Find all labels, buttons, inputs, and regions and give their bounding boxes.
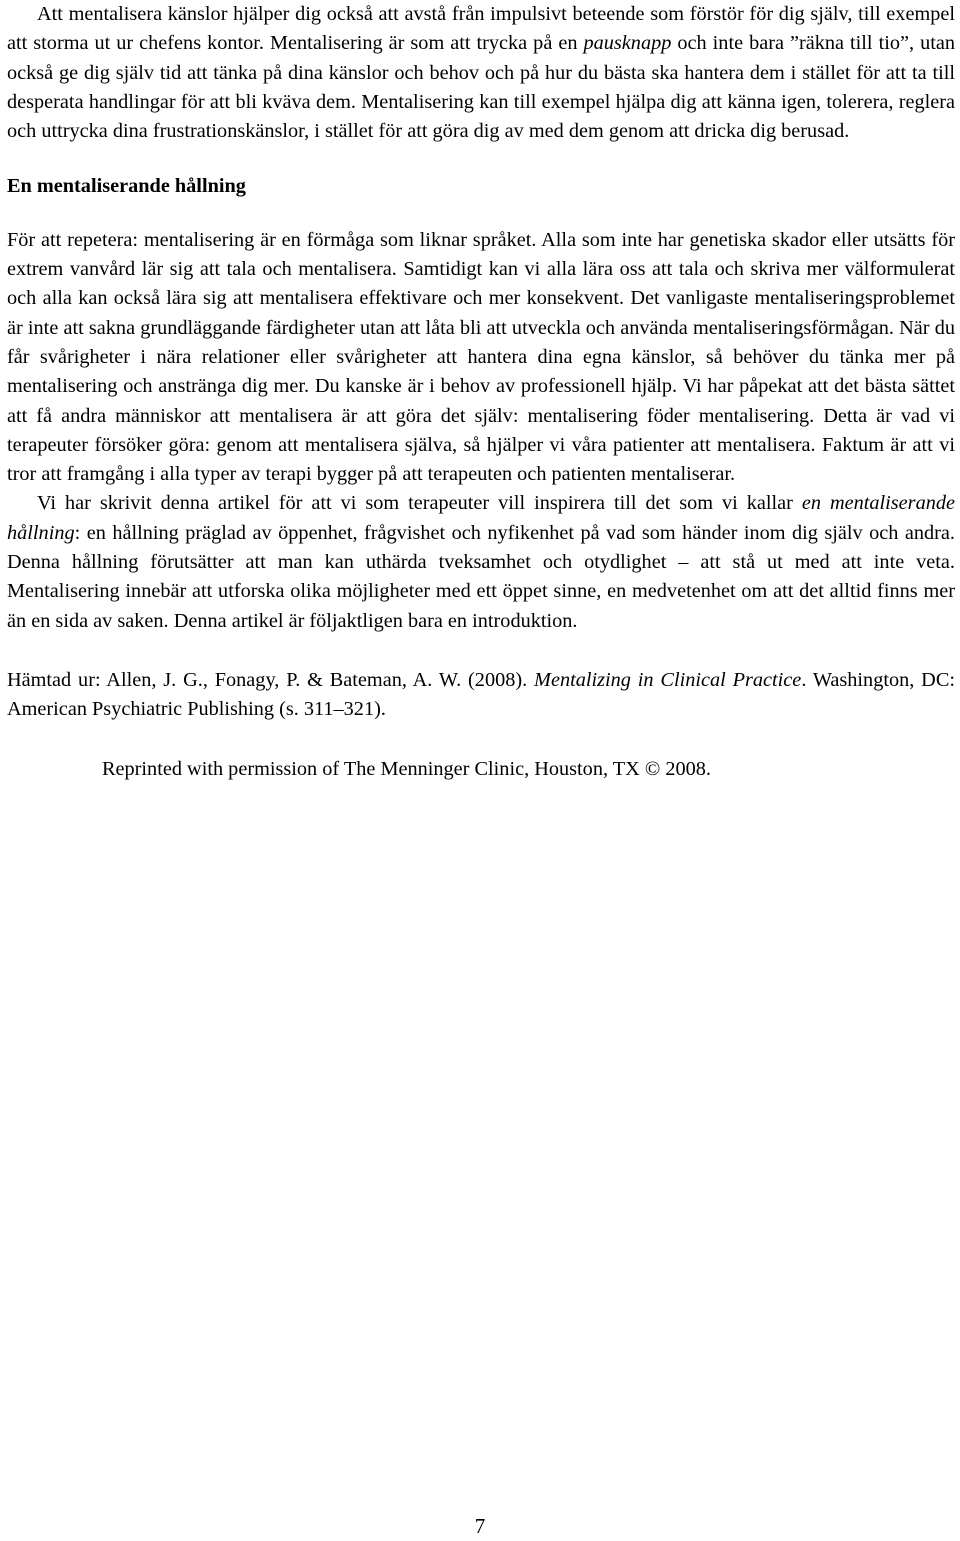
body-paragraph: För att repetera: mentalisering är en förmåga som liknar språket. Alla som inte har genetiska skador eller utsätts för extrem vanvård lär sig att tala och mentalisera. Samtidigt kan vi alla lära oss att tala och skriva mer välformulerat och alla kan också lära sig att mentalisera effektivare och mer konsekvent. Det vanligaste mentaliseringsproblemet är inte att sakna grundläggande färdigheter utan att låta bli att utveckla och använda mentaliseringsförmågan. När du får svårigheter i nära relationer eller svårigheter att hantera dina egna känslor, så behöver du tänka mer på mentalisering och anstränga dig mer. Du kanske är i behov av professionell hjälp. Vi har påpekat att det bästa sättet att få andra människor att mentalisera är att göra det själv: mentalisering föder mentalisering. Detta är vad vi terapeuter försöker göra: genom att mentalisera själva, så hjälper vi våra patienter att mentalisera. Faktum är att vi tror att framgång i alla typer av terapi bygger på att terapeuten och patienten mentaliserar. [7, 228, 955, 486]
body-paragraph [7, 489, 955, 635]
italic-term: pausknapp [583, 32, 672, 55]
paragraph-text: Att mentalisera känslor hjälper dig också att avstå från impulsivt beteende som förstör för dig själv, till exempel att storma ut ur chefens kontor. Mentalisering är som att trycka på en [7, 3, 955, 55]
body-paragraph [7, 0, 955, 146]
page-number: 7 [474, 1514, 486, 1538]
italic-term: en mentaliserande hållning [7, 492, 955, 544]
paragraph-text: Vi har skrivit denna artikel för att vi som terapeuter vill inspirera till det som vi kallar [37, 492, 802, 515]
reprint-notice: Reprinted with permission of The Menninger Clinic, Houston, TX © 2008. [102, 757, 711, 780]
paragraph-text: och inte bara ”räkna till tio”, utan också ge dig själv tid att tänka på dina känslor och behov och på hur du bästa ska hantera dem i stället för att ta till desperata handlingar för att bli kväva dem. Mentalisering kan till exempel hjälpa dig att känna igen, tolerera, reglera och uttrycka dina frustrationskänslor, i stället för att göra dig av med dem genom att dricka dig berusad. [7, 32, 955, 143]
paragraph-text: : en hållning präglad av öppenhet, frågvishet och nyfikenhet på vad som händer inom dig själv och andra. Denna hållning förutsätter att man kan uthärda tveksamhet och otydlighet – att stå ut med att inte veta. Mentalisering innebär att utforska olika möjligheter med ett öppet sinne, en medvetenhet om att det alltid finns mer än en sida av saken. Denna artikel är följaktligen bara en introduktion. [7, 521, 955, 632]
section-heading: En mentaliserande hållning [7, 175, 246, 198]
book-title: Mentalizing in Clinical Practice [534, 668, 802, 691]
document-page [7, 0, 955, 784]
citation-text: . Washington, DC: American Psychiatric Publishing (s. 311–321). [7, 668, 955, 721]
source-citation [7, 666, 955, 725]
citation-text: Hämtad ur: Allen, J. G., Fonagy, P. & Bateman, A. W. (2008). [7, 668, 535, 691]
